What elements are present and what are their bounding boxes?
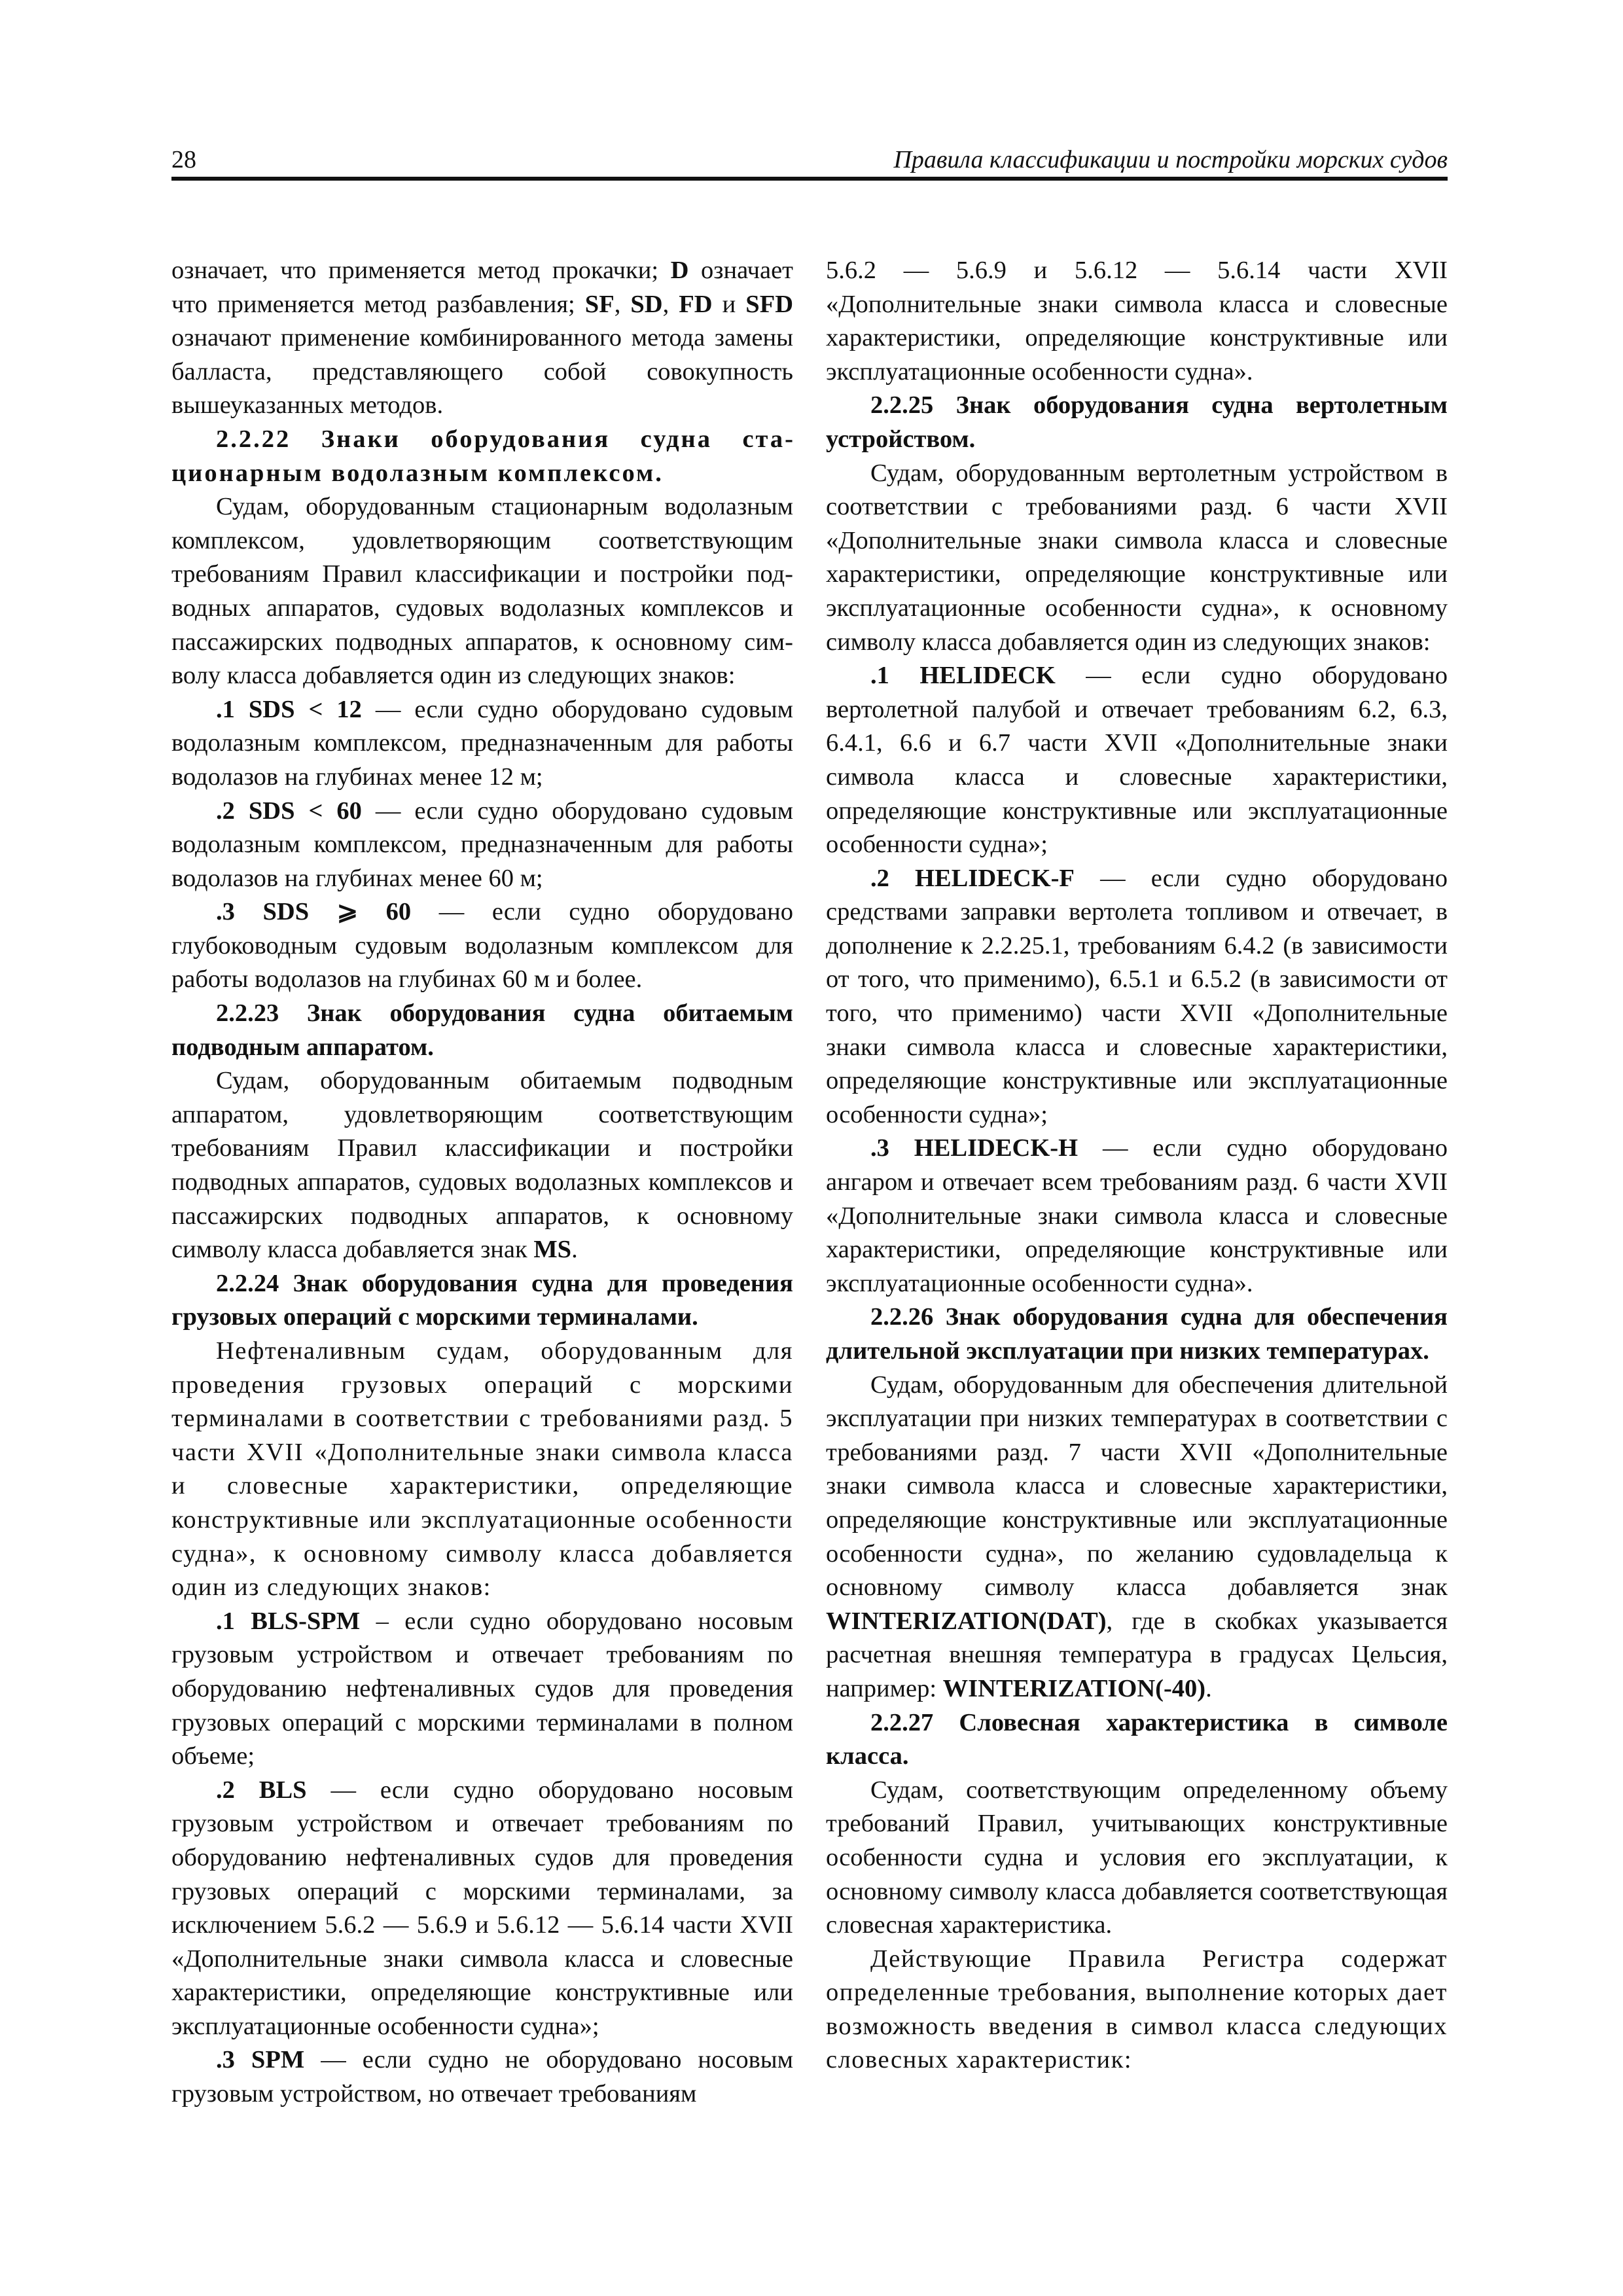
paragraph-continuation: 5.6.2 — 5.6.9 и 5.6.12 — 5.6.14 части XVII «Дополнительные знаки символа класса и словесные характеристики, определяющие конструктивные или эксплуатационные особенности судна». bbox=[826, 257, 1448, 386]
list-item-sds-ge-60: .3 SDS ⩾ 60 — если судно оборудовано глубоководным судовым водолазным комплексом для работы водолазов на глубинах 60 м и более. bbox=[171, 898, 794, 994]
section-heading-2-2-26: 2.2.26 Знак оборудования судна для обеспечения длительной эксплуатации при низких температурах. bbox=[826, 1303, 1448, 1365]
right-column bbox=[826, 254, 1448, 2077]
list-item-bls-spm: .1 BLS-SPM – если судно оборудовано носовым грузовым устройством и отвечает требованиям по оборудованию нефтеналивных судов для проведения грузовых операций с морскими терминалами в полном объеме; bbox=[171, 1607, 794, 1770]
section-heading-2-2-27: 2.2.27 Словесная характеристика в символе класса. bbox=[826, 1708, 1448, 1770]
list-item-sds-60: .2 SDS < 60 — если судно оборудовано судовым водолазным комплексом, предназначенным для работы водолазов на глубинах менее 60 м; bbox=[171, 797, 793, 892]
section-heading-2-2-22: 2.2.22 Знаки оборудования судна стационарным водолазным комплексом. bbox=[171, 425, 793, 487]
page-number: 28 bbox=[171, 146, 196, 173]
section-heading-2-2-24: 2.2.24 Знак оборудования судна для проведения грузовых операций с морскими терминалами. bbox=[171, 1269, 793, 1331]
section-heading-2-2-23: 2.2.23 Знак оборудования судна обитаемым подводным аппаратом. bbox=[171, 999, 793, 1061]
list-item-sds-12: .1 SDS < 12 — если судно оборудовано судовым водолазным комплексом, предназначенным для работы водолазов на глубинах менее 12 м; bbox=[171, 695, 793, 791]
list-item-helideck-h: .3 HELIDECK-H — если судно оборудовано ангаром и отвечает всем требованиям разд. 6 части XVII «Дополнительные знаки символа класса и словесные характеристики, определяющие конструктивные или эксплуатационные особенности судна». bbox=[826, 1134, 1448, 1297]
list-item-helideck: .1 HELIDECK — если судно оборудовано вертолетной палубой и отвечает требованиям 6.2, 6.3, 6.4.1, 6.6 и 6.7 части XVII «Дополнительные знаки символа класса и словесные характеристики, определяющие конструктивные или эксплуатационные особенности судна»; bbox=[826, 662, 1448, 859]
paragraph-2-2-26: Судам, оборудованным для обеспечения длительной эксплуатации при низких температурах в соответствии с требованиями разд. 7 части XVII «Дополнительные знаки символа класса и словесные характеристики, определяющие конструктивные или эксплуатационные особенности судна», по желанию судовладельца к основному символу класса добавляется знак WINTERIZATION(DAT), где в скобках указывается расчетная внешняя температура в градусах Цельсия, например: WINTERIZATION(-40). bbox=[826, 1371, 1448, 1702]
paragraph-2-2-27: Судам, соответствующим определенному объему требований Правил, учитывающих конструктивные особенности судна и условия его эксплуатации, к основному символу класса добавляется соответствующая словесная характеристика. bbox=[826, 1776, 1448, 1939]
list-item-bls: .2 BLS — если судно оборудовано носовым грузовым устройством и отвечает требованиям по оборудованию нефтеналивных судов для проведения грузовых операций с морскими терминалами, за исключением 5.6.2 — 5.6.9 и 5.6.12 — 5.6.14 части XVII «Дополнительные знаки символа класса и словесные характеристики, определяющие конструктивные или эксплуатационные особенности судна»; bbox=[171, 1776, 793, 2040]
list-item-helideck-f: .2 HELIDECK-F — если судно оборудовано средствами заправки вертолета топливом и отвечает, в дополнение к 2.2.25.1, требованиям 6.4.2 (в зависимости от того, что применимо), 6.5.1 и 6.5.2 (в зависимости от того, что применимо) части XVII «Дополнительные знаки символа класса и словесные характеристики, определяющие конструктивные или эксплуатационные особенности судна»; bbox=[826, 864, 1448, 1128]
header-rule bbox=[171, 177, 1448, 181]
running-title: Правила классификации и постройки морских судов bbox=[893, 146, 1448, 173]
paragraph-2-2-25: Судам, оборудованным вертолетным устройством в соответствии с требованиями разд. 6 части XVII «Дополнительные знаки символа класса и словесные характеристики, определяющие конструктивные или эксплуатационные особенности судна», к основному символу класса добавляется один из следующих знаков: bbox=[826, 459, 1448, 656]
left-column bbox=[171, 254, 793, 2111]
list-item-spm: .3 SPM — если судно не оборудовано носовым грузовым устройством, но отвечает требованиям bbox=[171, 2046, 793, 2108]
paragraph-verbal-characteristics: Действующие Правила Регистра содержат определенные требования, выполнение которых дает возможность введения в символ класса следующих словесных характеристик: bbox=[826, 1945, 1448, 2074]
paragraph-2-2-23: Судам, оборудованным обитаемым подводным аппаратом, удовлетворяющим соответствующим требованиям Правил классификации и постройки подводных аппаратов, судовых водолазных комплексов и пассажирских подводных аппаратов, к основному символу класса добавляется знак MS. bbox=[171, 1067, 793, 1264]
paragraph-ballast-methods: означает, что применяется метод прокачки; D означает что применяется метод разбавления; SF, SD, FD и SFD означают применение комбинированного метода замены балласта, представляющего собой совокупность вышеуказанных методов. bbox=[171, 257, 794, 420]
paragraph-2-2-24: Нефтеналивным судам, оборудованным для проведения грузовых операций с морскими терминалами в соответствии с требованиями разд. 5 части XVII «Дополнительные знаки символа класса и словесные характеристики, определяющие конструктивные или эксплуатационные особенности судна», к основному символу класса добавляется один из следующих знаков: bbox=[171, 1337, 793, 1602]
paragraph-2-2-22: Судам, оборудованным стационарным водолазным комплексом, удовлетворяющим соответствующим требованиям Правил классификации и постройки подводных аппаратов, судовых водолазных комплексов и пассажирских подводных аппаратов, к основному символу класса добавляется один из следующих знаков: bbox=[171, 493, 793, 690]
section-heading-2-2-25: 2.2.25 Знак оборудования судна вертолетным устройством. bbox=[826, 391, 1448, 453]
